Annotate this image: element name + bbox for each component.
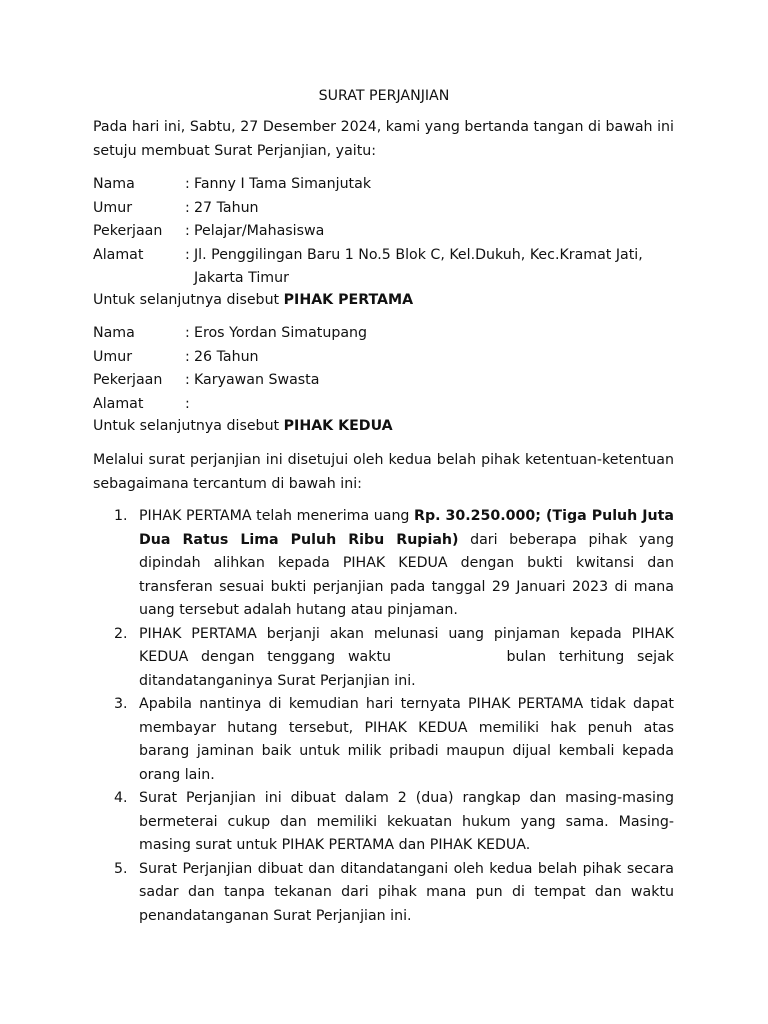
item5-text: Surat Perjanjian dibuat dan ditandatangani oleh kedua belah pihak secara sadar dan tanpa tekanan dari pihak mana pun di tempat dan waktu penandatanganan Surat Perjanjian ini. — [139, 860, 674, 924]
party2-address — [194, 393, 664, 417]
separator: : — [185, 223, 190, 239]
label-name: Nama — [93, 325, 135, 341]
intro-paragraph: Pada hari ini, Sabtu, 27 Desember 2024, kami yang bertanda tangan di bawah ini setuju membuat Surat Perjanjian, yaitu: — [93, 119, 674, 159]
label-address: Alamat — [93, 246, 144, 263]
party1-address — [194, 244, 664, 291]
party2-address-row — [93, 393, 693, 417]
party1-age-row — [93, 197, 693, 221]
item-number: 1. — [114, 508, 128, 524]
party2-job-row — [93, 369, 693, 393]
party1-designation — [93, 289, 413, 313]
party2-details — [93, 322, 693, 416]
party2-designation-prefix: Untuk selanjutnya disebut — [93, 418, 284, 434]
separator: : — [185, 246, 190, 263]
party2-designation — [93, 415, 393, 439]
item4-text: Surat Perjanjian ini dibuat dalam 2 (dua) rangkap dan masing-masing bermeterai cukup dan memiliki kekuatan hukum yang sama. Masing-masing surat untuk PIHAK PERTAMA dan PIHAK KEDUA. — [139, 790, 674, 853]
separator: : — [185, 348, 190, 365]
item-number: 3. — [114, 696, 128, 712]
party1-name: Fanny I Tama Simanjutak — [194, 176, 372, 192]
label-job: Pekerjaan — [93, 223, 163, 239]
item3-text: Apabila nantinya di kemudian hari ternyata PIHAK PERTAMA tidak dapat membayar hutang tersebut, PIHAK KEDUA memiliki hak penuh atas barang jaminan baik untuk milik pribadi maupun dijual kembali kepada orang lain. — [139, 696, 674, 783]
item1-amount: Rp. 30.250.000; (Tiga Puluh Juta Dua Ratus Lima Puluh Ribu Rupiah) — [139, 508, 674, 548]
item-number: 4. — [114, 790, 128, 806]
separator: : — [185, 325, 190, 341]
party1-name-row — [93, 173, 693, 197]
list-item — [93, 787, 674, 858]
list-item — [93, 505, 679, 623]
party1-job: Pelajar/Mahasiswa — [194, 223, 325, 239]
label-age: Umur — [93, 199, 133, 216]
separator: : — [185, 395, 190, 412]
separator: : — [185, 372, 190, 388]
party2-age: 26 Tahun — [194, 348, 259, 365]
terms-list — [93, 505, 679, 928]
label-age: Umur — [93, 348, 133, 365]
party2-age-row — [93, 346, 693, 370]
label-job: Pekerjaan — [93, 372, 163, 388]
party1-designation-prefix: Untuk selanjutnya disebut — [93, 292, 284, 308]
item-number: 5. — [114, 860, 128, 877]
label-address: Alamat — [93, 395, 144, 412]
party2-job: Karyawan Swasta — [194, 372, 320, 388]
list-item — [93, 623, 674, 694]
document-title: SURAT PERJANJIAN — [318, 88, 450, 104]
party1-job-row — [93, 220, 693, 244]
party2-name: Eros Yordan Simatupang — [194, 325, 368, 341]
separator: : — [185, 176, 190, 192]
party2-name-row — [93, 322, 693, 346]
separator: : — [185, 199, 190, 216]
item2-text-part1: PIHAK PERTAMA berjanji akan melunasi uang pinjaman kepada PIHAK KEDUA dengan tenggang waktu — [139, 625, 674, 665]
party1-address-line1: Jl. Penggilingan Baru 1 No.5 Blok C, Kel.Dukuh, Kec.Kramat Jati, — [194, 246, 643, 263]
party1-details — [93, 173, 693, 291]
party1-age: 27 Tahun — [194, 199, 259, 216]
party1-address-line2: Jakarta Timur — [194, 270, 289, 286]
terms-intro-paragraph: Melalui surat perjanjian ini disetujui oleh kedua belah pihak ketentuan-ketentuan sebagaimana tercantum di bawah ini: — [93, 452, 674, 492]
list-item — [93, 693, 674, 787]
party2-designation-label: PIHAK KEDUA — [283, 418, 393, 434]
item1-text-part2: dari beberapa pihak yang dipindah alihkan kepada PIHAK KEDUA dengan bukti kwitansi dan transferan sesuai bukti perjanjian pada tanggal 29 Januari 2023 di mana uang tersebut adalah hutang atau pinjaman. — [139, 531, 679, 618]
party1-address-row — [93, 244, 693, 291]
item2-text-part2: bulan terhitung sejak ditandatanganinya Surat Perjanjian ini. — [139, 649, 675, 689]
label-name: Nama — [93, 176, 135, 192]
list-item — [93, 858, 674, 929]
item1-text-part1: PIHAK PERTAMA telah menerima uang — [139, 508, 415, 524]
party1-designation-label: PIHAK PERTAMA — [283, 292, 414, 308]
item-number: 2. — [114, 625, 128, 642]
